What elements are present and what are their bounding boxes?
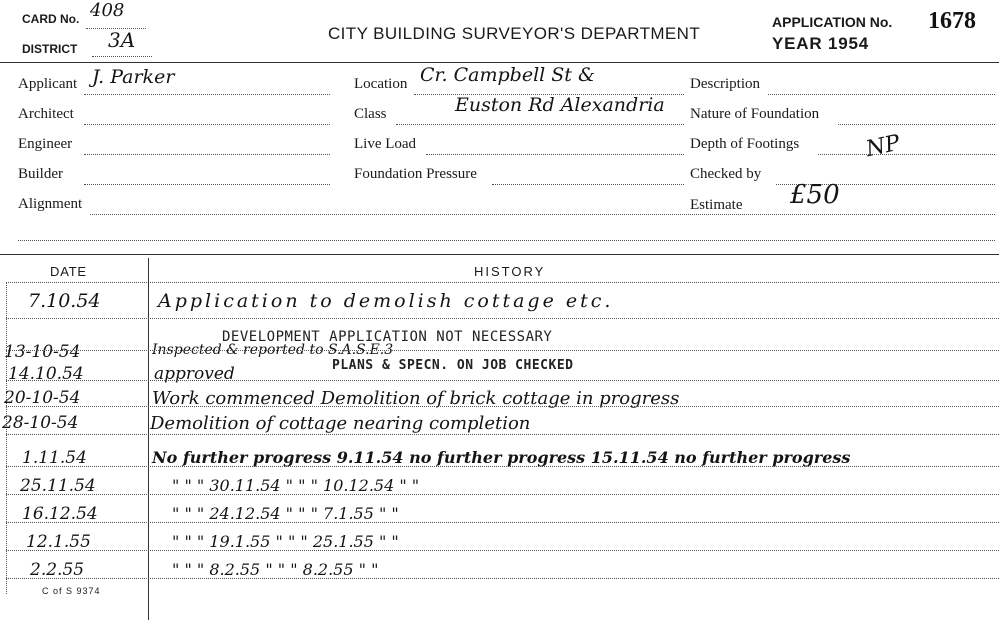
history-rule: [6, 578, 999, 579]
history-row-date: 20-10-54: [4, 388, 81, 408]
history-rule: [6, 434, 999, 435]
history-rule: [6, 350, 999, 351]
application-no-label: APPLICATION No.: [772, 14, 893, 30]
class-label: Class: [354, 106, 387, 122]
history-row-date: 16.12.54: [22, 504, 98, 524]
development-application-stamp: DEVELOPMENT APPLICATION NOT NECESSARY: [222, 329, 553, 345]
class-value: Euston Rd Alexandria: [455, 94, 665, 116]
history-header-line: [6, 282, 999, 283]
class-line: [396, 124, 684, 125]
fields-blank-line: [18, 240, 995, 241]
depth-of-footings-line: [818, 154, 995, 155]
history-row-date: 25.11.54: [20, 476, 96, 496]
nature-of-foundation-line: [838, 124, 995, 125]
history-row-text: Work commenced Demolition of brick cottage in progress: [152, 388, 680, 409]
history-row: [0, 288, 999, 316]
history-rule: [6, 522, 999, 523]
estimate-label: Estimate: [690, 197, 743, 213]
location-value: Cr. Campbell St &: [420, 64, 595, 86]
estimate-line: [752, 214, 995, 215]
builder-line: [84, 184, 330, 185]
engineer-label: Engineer: [18, 136, 73, 152]
year-label: YEAR 1954: [772, 34, 869, 53]
alignment-label: Alignment: [18, 196, 83, 212]
history-row-text: No further progress 9.11.54 no further progress 15.11.54 no further progress: [152, 448, 851, 467]
history-row-date: 28-10-54: [2, 413, 79, 433]
live-load-label: Live Load: [354, 136, 417, 152]
history-row-text: " " " 30.11.54 " " " 10.12.54 " ": [172, 476, 420, 495]
history-rule: [6, 494, 999, 495]
checked-by-label: Checked by: [690, 166, 762, 182]
history-row-text: " " " 19.1.55 " " " 25.1.55 " ": [172, 532, 399, 551]
district-label: DISTRICT: [22, 42, 78, 56]
history-row-date: 2.2.55: [30, 560, 85, 580]
plans-checked-stamp: PLANS & SPECN. ON JOB CHECKED: [332, 358, 574, 373]
date-column-header: DATE: [50, 264, 87, 279]
history-row-text: approved: [154, 364, 235, 384]
application-no-value: 1678: [928, 8, 976, 34]
history-row: [0, 558, 999, 586]
history-rule: [6, 466, 999, 467]
nature-of-foundation-label: Nature of Foundation: [690, 106, 820, 122]
applicant-value: J. Parker: [92, 66, 175, 88]
history-row-date: 13-10-54: [4, 342, 81, 362]
applicant-label: Applicant: [18, 76, 78, 92]
card-no-value: 408: [90, 0, 125, 21]
history-row-text: " " " 8.2.55 " " " 8.2.55 " ": [172, 560, 379, 579]
history-column-header: HISTORY: [474, 264, 546, 279]
history-row-date: 14.10.54: [8, 364, 84, 384]
history-row-date: 12.1.55: [26, 532, 91, 552]
history-row-text: Demolition of cottage nearing completion: [150, 413, 531, 434]
form-code: C of S 9374: [42, 586, 101, 596]
history-row: [0, 474, 999, 502]
history-row: [0, 386, 999, 414]
fields-bottom-border: [0, 254, 999, 255]
history-rule: [6, 318, 999, 319]
history-row: [0, 530, 999, 558]
history-row-text: " " " 24.12.54 " " " 7.1.55 " ": [172, 504, 399, 523]
builder-label: Builder: [18, 166, 63, 182]
foundation-pressure-line: [492, 184, 684, 185]
live-load-line: [426, 154, 684, 155]
history-row-date: 1.11.54: [22, 448, 87, 468]
history-row: [0, 502, 999, 530]
description-line: [768, 94, 995, 95]
estimate-value: £50: [790, 180, 840, 210]
engineer-line: [84, 154, 330, 155]
history-row-text: Application to demolish cottage etc.: [158, 290, 614, 312]
location-label: Location: [354, 76, 408, 92]
history-row-date: 7.10.54: [28, 290, 101, 312]
foundation-pressure-label: Foundation Pressure: [354, 166, 477, 182]
architect-line: [84, 124, 330, 125]
history-row: [0, 446, 999, 474]
department-title: CITY BUILDING SURVEYOR'S DEPARTMENT: [328, 24, 701, 43]
district-line: [92, 56, 152, 57]
history-rule: [6, 550, 999, 551]
depth-of-footings-label: Depth of Footings: [690, 136, 800, 152]
fields-top-border: [0, 62, 999, 63]
applicant-line: [84, 94, 330, 95]
history-row-text: Inspected & reported to S.A.S.E.3: [152, 342, 394, 358]
district-value: 3A: [108, 28, 136, 52]
card-no-label: CARD No.: [22, 12, 80, 26]
architect-label: Architect: [18, 106, 74, 122]
history-rule: [6, 406, 999, 407]
checked-by-value: NP: [863, 130, 903, 163]
history-rule: [6, 380, 999, 381]
description-label: Description: [690, 76, 760, 92]
